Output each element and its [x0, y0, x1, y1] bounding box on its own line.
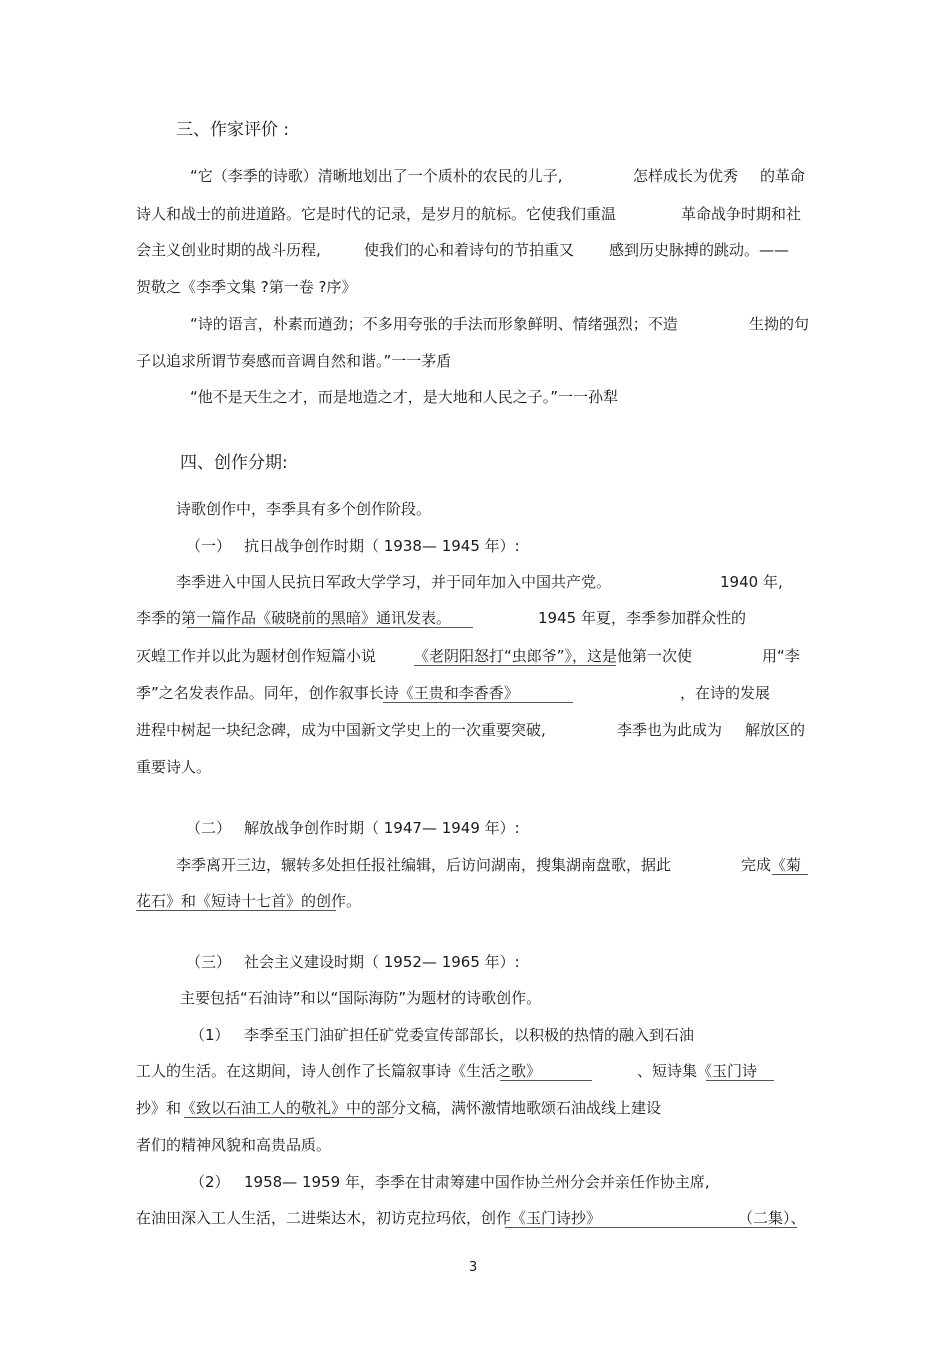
item-2-line-2b: （二集）、	[738, 1209, 806, 1227]
underline	[383, 702, 573, 703]
quote-1-line-1b: 怎样成长为优秀	[633, 167, 739, 185]
item-1-line-1: 李季至玉门油矿担任矿党委宣传部部长，以积极的热情的融入到石油	[244, 1026, 695, 1044]
underline	[772, 874, 808, 875]
section-3-heading: 三、作家评价 :	[176, 120, 290, 140]
section-4-intro: 诗歌创作中，李季具有多个创作阶段。	[176, 500, 432, 518]
period-2-number: （二）	[186, 819, 232, 837]
quote-1-line-2a: 诗人和战士的前进道路。它是时代的记录，是岁月的航标。它使我们重温	[136, 205, 617, 223]
underline	[706, 1080, 774, 1081]
page-number: 3	[469, 1260, 478, 1275]
quote-3: “他不是天生之才，而是地造之才，是大地和人民之子。”一一孙犁	[190, 388, 619, 406]
period-1-line-4b: ，在诗的发展	[680, 684, 771, 702]
period-1-line-2b: 1945 年夏，李季参加群众性的	[538, 609, 746, 627]
period-1-line-5a: 进程中树起一块纪念碑，成为中国新文学史上的一次重要突破,	[136, 721, 546, 739]
section-4-heading: 四、创作分期:	[180, 453, 288, 473]
period-3-title: 社会主义建设时期（ 1952— 1965 年）:	[244, 953, 520, 971]
period-1-line-5c: 解放区的	[745, 721, 806, 739]
period-1-line-1b: 1940 年,	[720, 573, 783, 591]
period-1-line-6: 重要诗人。	[136, 758, 212, 776]
item-1-line-3: 抄》和《致以石油工人的敬礼》中的部分文稿，满怀激情地歌颂石油战线上建设	[136, 1099, 662, 1117]
item-1-line-4: 者们的精神风貌和高贵品质。	[136, 1136, 332, 1154]
item-1-line-2a: 工人的生活。在这期间，诗人创作了长篇叙事诗《生活之歌》	[136, 1062, 542, 1080]
item-2-number: （2）	[190, 1173, 230, 1191]
quote-1-line-1a: “它（李季的诗歌）清晰地划出了一个质朴的农民的儿子,	[190, 167, 563, 185]
item-2-line-1: 1958— 1959 年，李季在甘肃筹建中国作协兰州分会并亲任作协主席,	[244, 1173, 710, 1191]
period-1-line-1a: 李季进入中国人民抗日军政大学学习，并于同年加入中国共产党。	[176, 573, 612, 591]
underline	[500, 1080, 592, 1081]
item-2-line-2a: 在油田深入工人生活，二进柴达木，初访克拉玛依，创作《玉门诗抄》	[136, 1209, 602, 1227]
underline	[184, 1117, 394, 1118]
item-1-number: （1）	[190, 1026, 230, 1044]
quote-1-line-3a: 会主义创业时期的战斗历程,	[136, 241, 321, 259]
item-1-line-2b: 、短诗集《玉门诗	[637, 1062, 758, 1080]
period-1-title: 抗日战争创作时期（ 1938— 1945 年）:	[244, 537, 520, 555]
quote-1-line-4: 贺敬之《李季文集 ?第一卷 ?序》	[136, 278, 357, 296]
quote-1-line-3b: 使我们的心和着诗句的节拍重又	[364, 241, 575, 259]
period-3-number: （三）	[186, 953, 232, 971]
quote-2-line-1b: 生拗的句	[749, 315, 810, 333]
period-1-line-4a: 季”之名发表作品。同年，创作叙事长诗《王贵和李香香》	[136, 684, 519, 702]
period-1-line-3c: 用“李	[762, 647, 800, 665]
period-1-line-2a: 李季的第一篇作品《破晓前的黑暗》通讯发表。	[136, 609, 452, 627]
period-1-line-3b: 《老阴阳怒打“虫郎爷”》，这是他第一次使	[414, 647, 693, 665]
period-3-intro: 主要包括“石油诗”和以“国际海防”为题材的诗歌创作。	[180, 989, 542, 1007]
quote-1-line-2b: 革命战争时期和社	[681, 205, 802, 223]
period-1-line-5b: 李季也为此成为	[617, 721, 723, 739]
period-2-line-2: 花石》和《短诗十七首》的创作。	[136, 892, 362, 910]
period-1-number: （一）	[186, 537, 232, 555]
period-2-title: 解放战争创作时期（ 1947— 1949 年）:	[244, 819, 520, 837]
quote-2-line-1a: “诗的语言，朴素而遒劲；不多用夸张的手法而形象鲜明、情绪强烈；不造	[190, 315, 678, 333]
underline	[414, 665, 616, 666]
period-2-line-1a: 李季离开三边，辗转多处担任报社编辑，后访问湖南，搜集湖南盘歌，据此	[176, 856, 672, 874]
underline	[187, 627, 473, 628]
period-1-line-3a: 灭蝗工作并以此为题材创作短篇小说	[136, 647, 377, 665]
quote-1-line-3c: 感到历史脉搏的跳动。——	[609, 241, 790, 259]
period-2-line-1b: 完成《菊	[741, 856, 802, 874]
underline	[136, 910, 336, 911]
quote-1-line-1c: 的革命	[760, 167, 806, 185]
quote-2-line-2: 子以追求所谓节奏感而音调自然和谐。”一一茅盾	[136, 352, 452, 370]
